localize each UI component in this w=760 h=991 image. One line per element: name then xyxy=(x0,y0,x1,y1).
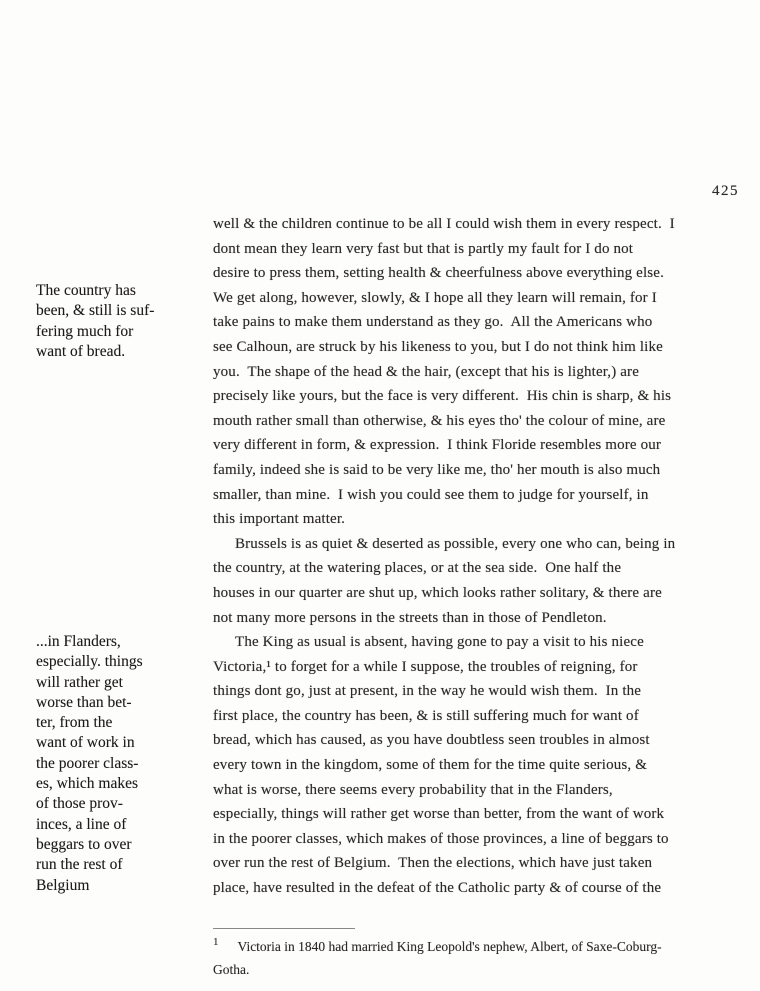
body-line: place, have resulted in the defeat of the Catholic party & of course of the xyxy=(213,880,662,897)
body-line: first place, the country has been, & is still suffering much for want of xyxy=(213,707,639,724)
letter-body xyxy=(213,212,723,901)
body-line: precisely like yours, but the face is very different. His chin is sharp, & his xyxy=(213,388,672,405)
margin-note-line: fering much for xyxy=(36,322,134,340)
body-line: you. The shape of the head & the hair, (except that his is lighter,) are xyxy=(213,363,639,380)
body-line: Victoria,¹ to forget for a while I suppose, the troubles of reigning, for xyxy=(213,658,638,675)
margin-note-line: The country has xyxy=(36,282,136,299)
margin-note-line: want of work in xyxy=(36,734,135,752)
body-line: very different in form, & expression. I think Floride resembles more our xyxy=(213,437,662,454)
body-line: well & the children continue to be all I could wish them in every respect. I xyxy=(213,216,675,232)
margin-note-line: of those prov- xyxy=(36,795,123,813)
body-line: this important matter. xyxy=(213,511,346,528)
body-line: mouth rather small than otherwise, & his eyes tho' the colour of mine, are xyxy=(213,412,666,429)
margin-note-line: run the rest of xyxy=(36,856,123,874)
margin-note-line: ...in Flanders, xyxy=(36,633,121,650)
body-line: smaller, than mine. I wish you could see them to judge for yourself, in xyxy=(213,486,649,503)
page-number: 425 xyxy=(712,183,739,199)
body-line: houses in our quarter are shut up, which looks rather solitary, & there are xyxy=(213,584,662,601)
margin-note-line: worse than bet- xyxy=(36,693,132,711)
footnote-line: Gotha. xyxy=(213,961,250,977)
body-line: over run the rest of Belgium. Then the elections, which have just taken xyxy=(213,855,653,872)
margin-note-line: es, which makes xyxy=(36,775,139,793)
footnote-text: Victoria in 1840 had married King Leopold's nephew, Albert, of Saxe-Coburg- xyxy=(237,939,662,954)
body-line: especially, things will rather get worse than better, from the want of work xyxy=(213,806,665,823)
margin-note-line: been, & still is suf- xyxy=(36,302,155,320)
body-line: things dont go, just at present, in the way he would wish them. In the xyxy=(213,683,642,700)
margin-note-line: inces, a line of xyxy=(36,815,127,833)
margin-note-line: ter, from the xyxy=(36,714,113,732)
body-line: not many more persons in the streets than in those of Pendleton. xyxy=(213,609,607,626)
body-line: We get along, however, slowly, & I hope all they learn will remain, for I xyxy=(213,289,657,306)
body-line-paragraph-start: Brussels is as quiet & deserted as possible, every one who can, being in xyxy=(235,535,676,552)
body-line: see Calhoun, are struck by his likeness to you, but I do not think him like xyxy=(213,338,663,355)
footnote-separator-rule xyxy=(213,928,355,929)
footnote-marker: 1 xyxy=(213,936,219,948)
margin-note-line: want of bread. xyxy=(36,342,126,360)
margin-note-flanders xyxy=(36,632,176,896)
margin-note-line: the poorer class- xyxy=(36,754,139,772)
body-line: desire to press them, setting health & cheerfulness above everything else. xyxy=(213,265,664,282)
margin-note-line: will rather get xyxy=(36,673,123,691)
body-line: family, indeed she is said to be very like me, tho' her mouth is also much xyxy=(213,461,661,478)
body-line: every town in the kingdom, some of them for the time quite serious, & xyxy=(213,757,648,774)
margin-note-line: especially. things xyxy=(36,653,143,671)
body-line: bread, which has caused, as you have doubtless seen troubles in almost xyxy=(213,732,650,749)
body-line: the country, at the watering places, or at the sea side. One half the xyxy=(213,560,622,577)
footnote xyxy=(213,931,733,981)
body-line: dont mean they learn very fast but that is partly my fault for I do not xyxy=(213,240,634,257)
body-line: what is worse, there seems every probability that in the Flanders, xyxy=(213,781,613,798)
margin-note-line: Belgium xyxy=(36,876,90,894)
margin-note-line: beggars to over xyxy=(36,835,132,853)
margin-note-bread xyxy=(36,281,176,362)
body-line: in the poorer classes, which makes of those provinces, a line of beggars to xyxy=(213,830,669,847)
body-line-paragraph-start: The King as usual is absent, having gone to pay a visit to his niece xyxy=(235,634,644,651)
footnote-line xyxy=(213,931,733,959)
body-line: take pains to make them understand as they go. All the Americans who xyxy=(213,314,653,331)
